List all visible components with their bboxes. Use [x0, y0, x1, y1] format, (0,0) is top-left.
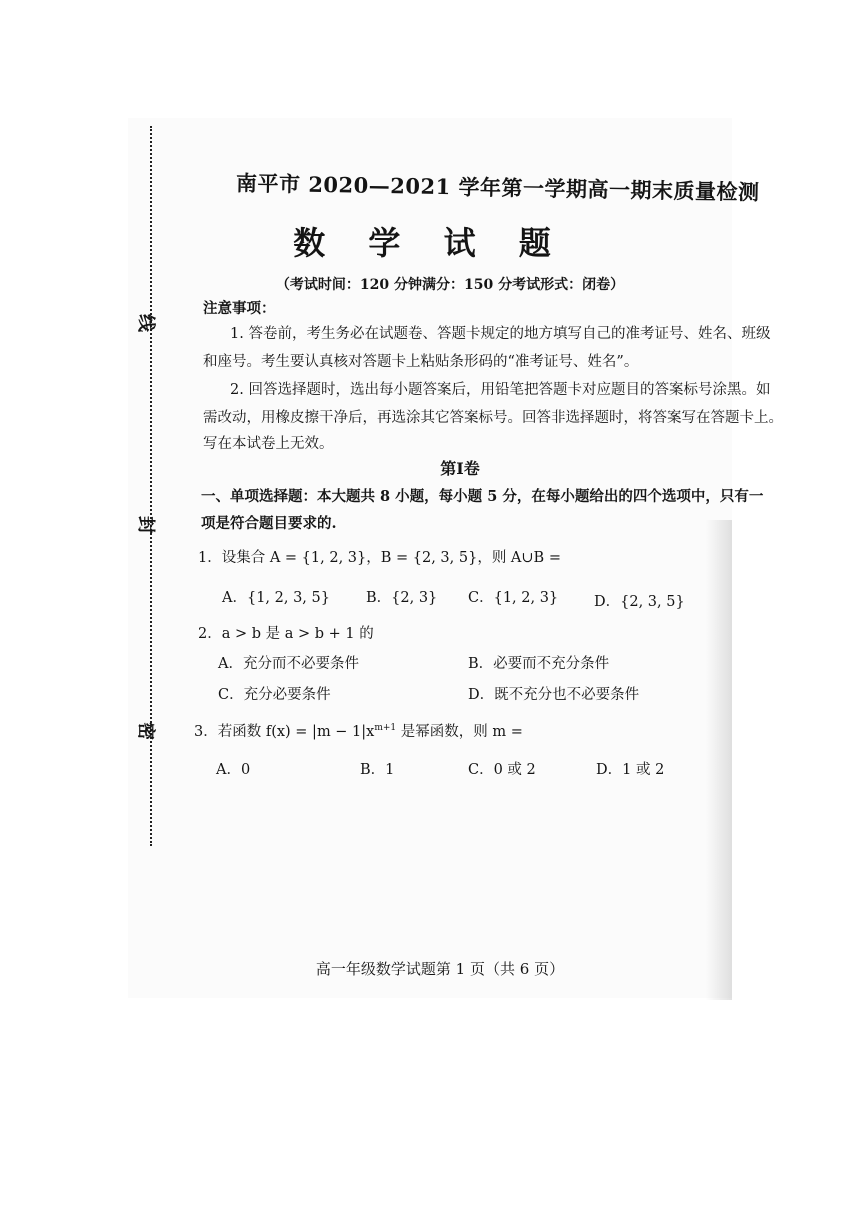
question-1-option-d: D．{2, 3, 5} — [594, 594, 685, 610]
question-3-option-a: A．0 — [216, 762, 251, 778]
notes-item2-line1: 2. 回答选择题时，选出每小题答案后，用铅笔把答题卡对应题目的答案标号涂黑。如 — [230, 382, 771, 398]
question-2-option-b: B．必要而不充分条件 — [468, 656, 610, 672]
binding-char-feng: 封 — [135, 516, 156, 534]
notes-item2-line2: 需改动，用橡皮擦干净后，再选涂其它答案标号。回答非选择题时，将答案写在答题卡上。 — [203, 410, 783, 426]
question-3-stem-tail: 是幂函数，则 m = — [396, 724, 523, 740]
question-1-stem: 1．设集合 A = {1, 2, 3}，B = {2, 3, 5}，则 A∪B = — [198, 550, 561, 566]
notes-item1-line2: 和座号。考生要认真核对答题卡上粘贴条形码的“准考证号、姓名”。 — [203, 354, 639, 370]
page-footer: 高一年级数学试题第 1 页（共 6 页） — [315, 960, 565, 978]
question-3-option-c: C．0 或 2 — [468, 762, 536, 778]
question-2-option-a: A．充分而不必要条件 — [218, 656, 359, 672]
question-3-exponent: m+1 — [374, 723, 397, 734]
section-title: 第Ⅰ卷 — [440, 459, 480, 478]
question-1-option-b: B．{2, 3} — [366, 590, 438, 606]
question-1-option-a: A．{1, 2, 3, 5} — [222, 590, 330, 606]
exam-title: 南平市 2020—2021 学年第一学期高一期末质量检测 — [235, 170, 760, 205]
question-3-stem-main: 3．若函数 f(x) = |m − 1|x — [194, 724, 375, 740]
binding-char-xian: 线 — [135, 314, 156, 332]
notes-item2-line3: 写在本试卷上无效。 — [203, 436, 334, 452]
question-2-option-c: C．充分必要条件 — [218, 687, 331, 703]
question-3-option-d: D．1 或 2 — [596, 762, 665, 778]
notes-item1-line1: 1. 答卷前，考生务必在试题卷、答题卡规定的地方填写自己的准考证号、姓名、班级 — [230, 326, 771, 342]
question-2-stem: 2．a > b 是 a > b + 1 的 — [198, 626, 374, 642]
binding-char-mi: 密 — [135, 722, 156, 740]
question-2-option-d: D．既不充分也不必要条件 — [468, 687, 640, 703]
exam-info: （考试时间：120 分钟满分：150 分考试形式：闭卷） — [275, 277, 625, 293]
question-1-option-c: C．{1, 2, 3} — [468, 590, 559, 606]
exam-subject-title: 数 学 试 题 — [293, 224, 567, 262]
notes-heading: 注意事项： — [203, 300, 276, 317]
question-3-option-b: B．1 — [360, 762, 395, 778]
section-instruction-line1: 一、单项选择题：本大题共 8 小题，每小题 5 分，在每小题给出的四个选项中，只有一 — [201, 488, 764, 505]
question-3-stem — [194, 720, 523, 741]
scan-shadow — [706, 520, 732, 1000]
section-instruction-line2: 项是符合题目要求的. — [201, 515, 337, 532]
